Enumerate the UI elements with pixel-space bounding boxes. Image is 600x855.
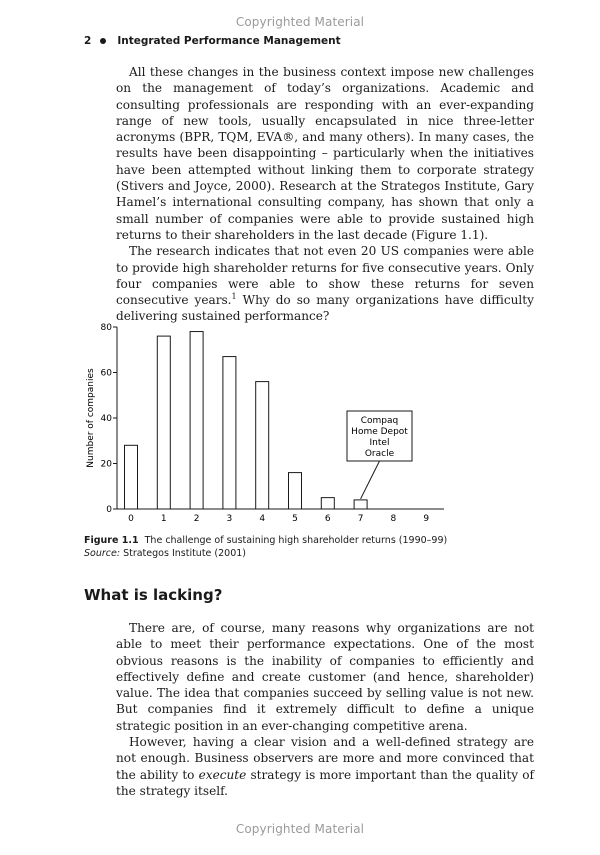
- bar-1: [157, 336, 170, 509]
- caption-line: [84, 534, 544, 547]
- intro-text: [116, 64, 534, 325]
- emphasis-execute: execute: [198, 767, 247, 782]
- y-tick-label: 60: [100, 368, 112, 379]
- bar-6: [321, 498, 334, 509]
- section-heading: What is lacking?: [84, 586, 223, 604]
- x-tick-label: 7: [357, 514, 364, 524]
- y-tick-label: 40: [100, 414, 112, 424]
- bar-chart: [84, 318, 444, 530]
- x-tick-label: 3: [226, 514, 233, 524]
- intro-paragraph-2-question: Why do so many organizations have difficulty delivering sustained performance?: [116, 293, 534, 324]
- bar-4: [256, 382, 269, 509]
- x-tick-label: 0: [128, 514, 134, 524]
- y-tick-label: 80: [100, 323, 112, 333]
- intro-paragraph-1: All these changes in the business context impose new challenges on the management of today’s organizations. Academic and consulting professionals are responding with an ever-expanding range of new tools, usually encapsulated in nice three-letter acronyms (BPR, TQM, EVA®, and many others). In many cases, the results have been disappointing – particularly when the initiatives have been attempted without linking them to corporate strategy (Stivers and Joyce, 2000). Research at the Strategos Institute, Gary Hamel’s international consulting company, has shown that only a small number of companies were able to provide sustained high returns to their shareholders in the last decade (Figure 1.1).: [116, 65, 534, 242]
- copyright-watermark-bottom: Copyrighted Material: [235, 822, 365, 836]
- section-paragraph-2-text: However, having a clear vision and a well-defined strategy are not enough. Business observers are more and more convinced that the ability to: [116, 735, 534, 782]
- figure-caption-text: The challenge of sustaining high shareholder returns (1990–99): [144, 535, 448, 546]
- bullet-icon: [100, 38, 106, 44]
- x-tick-label: 5: [292, 514, 298, 524]
- footnote-marker: 1: [231, 292, 237, 302]
- source-label: Source:: [84, 548, 121, 559]
- annotation-label: Compaq: [360, 416, 399, 426]
- bar-2: [190, 332, 203, 509]
- source-line: [84, 547, 544, 560]
- y-axis-label: Number of companies: [86, 368, 96, 468]
- chart-plot-area: [101, 323, 444, 524]
- x-tick-label: 1: [160, 514, 167, 524]
- annotation-label: Intel: [369, 438, 390, 448]
- figure-number: Figure 1.1: [84, 535, 139, 546]
- bar-3: [223, 357, 236, 509]
- y-tick-label: 20: [100, 459, 112, 470]
- annotation-label: Oracle: [364, 449, 395, 459]
- y-tick-label: 0: [106, 505, 112, 515]
- figure-caption: [84, 534, 544, 560]
- bar-0: [125, 445, 138, 509]
- intro-paragraph-2: [116, 243, 534, 324]
- bar-7: [354, 500, 367, 509]
- x-tick-label: 8: [390, 514, 397, 524]
- section-paragraph-2-end: strategy is more important than the quality of the strategy itself.: [116, 767, 534, 798]
- running-header: [84, 35, 341, 47]
- section-paragraph-1: There are, of course, many reasons why organizations are not able to meet their performance expectations. One of the most obvious reasons is the inability of companies to efficiently and effectively define and create customer (and hence, shareholder) value. The idea that companies succeed by selling value is not new. But companies find it extremely difficult to define a unique strategic position in an ever-changing competitive arena.: [116, 621, 534, 733]
- section-text: [116, 620, 534, 799]
- page-number: 2: [84, 35, 92, 47]
- intro-paragraph-2-text: The research indicates that not even 20 US companies were able to provide high shareholder returns for five consecutive years. Only four companies were able to show these returns for seven consecutive years.: [116, 244, 534, 308]
- x-tick-label: 9: [423, 514, 430, 524]
- x-tick-label: 2: [193, 514, 200, 524]
- annotation-leader-line: [361, 461, 380, 499]
- running-title: Integrated Performance Management: [117, 35, 341, 47]
- section-paragraph-2: [116, 734, 534, 799]
- copyright-watermark-top: Copyrighted Material: [235, 15, 365, 29]
- source-text: Strategos Institute (2001): [123, 548, 247, 559]
- x-tick-label: 6: [324, 514, 331, 524]
- x-tick-label: 4: [259, 514, 266, 524]
- bar-5: [289, 473, 302, 509]
- annotation-label: Home Depot: [351, 427, 408, 437]
